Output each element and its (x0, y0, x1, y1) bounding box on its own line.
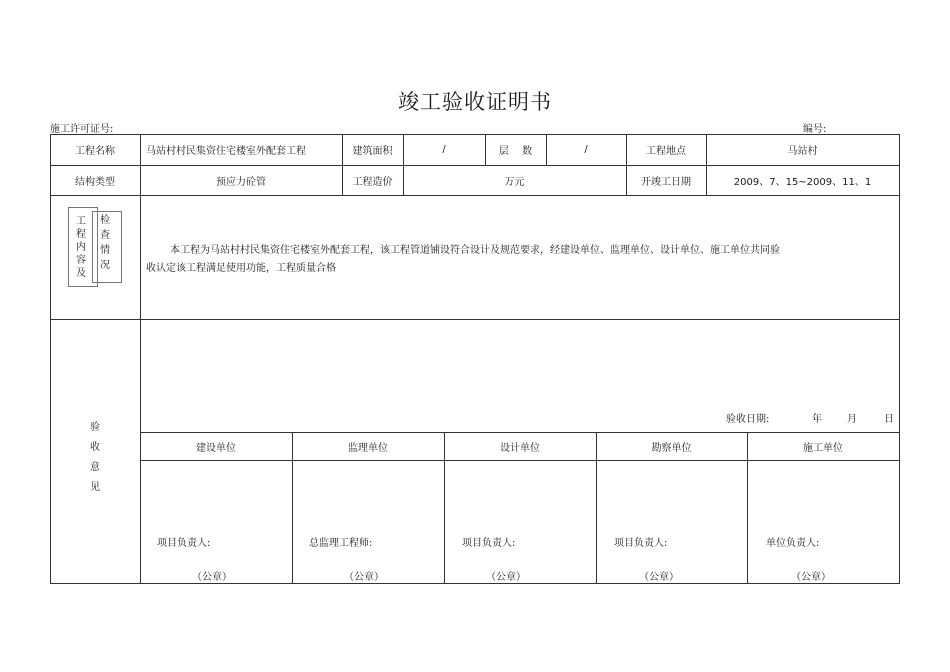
structure-type-label: 结构类型 (75, 176, 115, 188)
document-title: 竣工验收证明书 (398, 90, 552, 114)
start-end-date-value: 2009、7、15~2009、11、1 (733, 176, 872, 188)
start-end-date-label: 开竣工日期 (641, 176, 691, 188)
content-label-char: 况 (100, 260, 110, 271)
content-label-char: 检 (100, 215, 110, 226)
acceptance-opinion-label (88, 418, 102, 498)
unit-header-survey: 勘察单位 (651, 442, 692, 454)
unit-seal-supervision: （公章） (344, 572, 384, 583)
unit-signatory-contractor: 单位负责人: (766, 538, 820, 549)
project-cost-label: 工程造价 (352, 176, 393, 188)
unit-signatory-construction: 项目负责人: (157, 538, 211, 549)
unit-seal-design: （公章） (486, 572, 526, 583)
building-area-label: 建筑面积 (352, 146, 393, 157)
project-name-label: 工程名称 (75, 146, 115, 157)
building-area-value: / (442, 144, 446, 155)
unit-seal-construction: （公章） (192, 572, 232, 583)
acceptance-date-month: 月 (847, 414, 857, 425)
unit-signatory-survey: 项目负责人: (614, 538, 668, 549)
acceptance-label-char: 验 (90, 422, 100, 433)
content-text-line1: 本工程为马站村村民集资住宅楼室外配套工程，该工程管道铺设符合设计及规范要求，经建设单位、监理单位、设计单位、施工单位共同验 (170, 245, 780, 256)
floors-label: 层 数 (498, 146, 533, 157)
project-cost-value: 万元 (504, 176, 525, 188)
permit-number-label: 施工许可证号: (50, 124, 114, 135)
acceptance-label-char: 意 (90, 462, 100, 473)
unit-seal-contractor: （公章） (791, 572, 831, 583)
acceptance-date-label: 验收日期: (726, 414, 770, 425)
location-label: 工程地点 (646, 146, 686, 157)
content-label-char: 工 (76, 216, 86, 227)
content-label-char: 内 (76, 242, 86, 253)
unit-header-construction: 建设单位 (196, 442, 236, 454)
document-number-label: 编号: (803, 124, 827, 135)
content-label-char: 程 (76, 229, 86, 240)
structure-type-value: 预应力砼管 (216, 176, 266, 188)
unit-signatory-design: 项目负责人: (462, 538, 516, 549)
location-value: 马站村 (787, 146, 818, 157)
unit-header-supervision: 监理单位 (348, 442, 388, 454)
unit-header-design: 设计单位 (500, 442, 540, 454)
unit-signatory-supervision: 总监理工程师: (309, 538, 373, 549)
content-text-line2: 收认定该工程满足使用功能，工程质量合格 (146, 263, 336, 274)
content-label-char: 容 (76, 255, 86, 266)
floors-value: / (584, 144, 588, 155)
content-label-char: 情 (100, 245, 110, 256)
acceptance-label-char: 见 (90, 482, 100, 493)
unit-header-contractor: 施工单位 (803, 442, 843, 454)
acceptance-date-day: 日 (884, 414, 894, 425)
acceptance-label-char: 收 (90, 442, 100, 453)
acceptance-date-year: 年 (812, 414, 822, 425)
project-name-value: 马站村村民集资住宅楼室外配套工程 (146, 146, 306, 157)
content-label-char: 及 (76, 268, 86, 279)
unit-seal-survey: （公章） (639, 572, 679, 583)
content-label-char: 查 (100, 230, 110, 241)
